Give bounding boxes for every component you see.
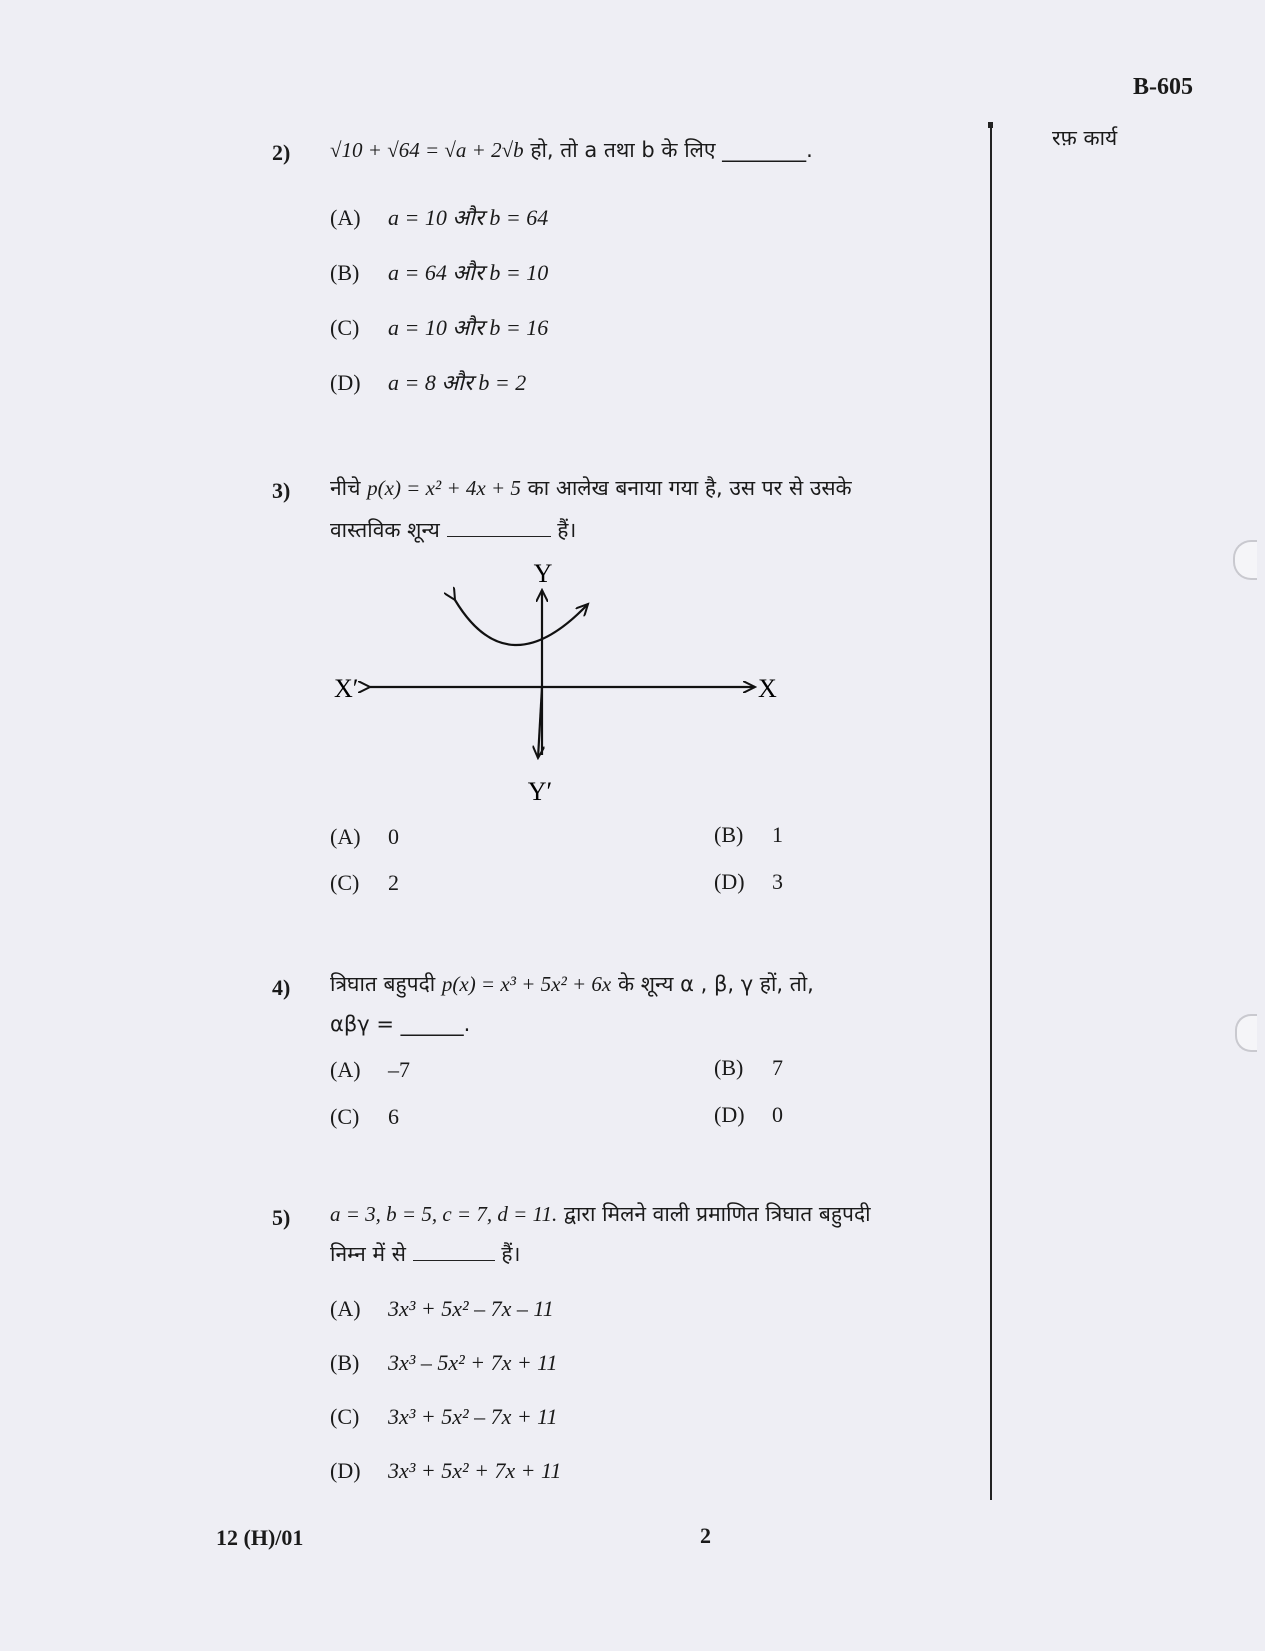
graph-label-y-prime: Y′: [527, 777, 553, 806]
rough-work-label: रफ़ कार्य: [1052, 126, 1118, 150]
q2-stem: [330, 138, 813, 163]
q2-text: हो, तो a तथा b के लिए ________.: [530, 138, 813, 162]
page-number: 2: [700, 1523, 711, 1548]
paper-code: B-605: [1133, 74, 1193, 100]
q3-graph: [320, 560, 800, 810]
q3-number: 3): [272, 478, 291, 503]
graph-label-x-prime: X′: [334, 674, 359, 703]
q2-expression: √10 + √64 = √a + 2√b: [330, 138, 524, 162]
q3-option-b[interactable]: (B) 1: [714, 822, 783, 847]
q2-number: 2): [272, 140, 291, 165]
q2-option-c[interactable]: (C) a = 10 और b = 16: [330, 315, 549, 340]
q3-option-d[interactable]: (D) 3: [714, 869, 783, 894]
parabola-curve: [455, 600, 588, 645]
q4-expression: p(x) = x³ + 5x² + 6x: [441, 972, 612, 996]
q5-number: 5): [272, 1205, 291, 1230]
q4-option-b[interactable]: (B) 7: [714, 1055, 783, 1080]
q4-number: 4): [272, 975, 291, 1000]
margin-divider: [990, 126, 992, 1500]
q3-option-c[interactable]: (C) 2: [330, 870, 399, 895]
q5-line1: a = 3, b = 5, c = 7, d = 11. द्वारा मिलने वाली प्रमाणित त्रिघात बहुपदी: [330, 1202, 871, 1226]
binder-hole: [1233, 540, 1257, 580]
q5-expression: a = 3, b = 5, c = 7, d = 11.: [330, 1202, 558, 1226]
footer-code: 12 (H)/01: [216, 1525, 304, 1550]
q3-expression: p(x) = x² + 4x + 5: [367, 476, 521, 500]
graph-label-x: X: [758, 674, 777, 703]
q5-option-c[interactable]: (C) 3x³ + 5x² – 7x + 11: [330, 1404, 558, 1429]
q3-option-a[interactable]: (A) 0: [330, 824, 399, 849]
q5-option-d[interactable]: (D) 3x³ + 5x² + 7x + 11: [330, 1458, 562, 1483]
q5-option-b[interactable]: (B) 3x³ – 5x² + 7x + 11: [330, 1350, 558, 1375]
q2-option-a[interactable]: (A) a = 10 और b = 64: [330, 205, 549, 230]
q3-line1: नीचे p(x) = x² + 4x + 5 का आलेख बनाया गया है, उस पर से उसके: [330, 476, 852, 500]
q5-line2: निम्न में से हैं।: [330, 1242, 521, 1266]
q2-option-b[interactable]: (B) a = 64 और b = 10: [330, 260, 549, 285]
binder-hole: [1235, 1014, 1257, 1052]
q3-line2: वास्तविक शून्य हैं।: [330, 518, 577, 542]
q4-option-a[interactable]: (A) –7: [330, 1057, 410, 1082]
q4-option-c[interactable]: (C) 6: [330, 1104, 399, 1129]
graph-label-y: Y: [533, 560, 553, 588]
q5-option-a[interactable]: (A) 3x³ + 5x² – 7x – 11: [330, 1296, 554, 1321]
q4-line2: αβγ = ______.: [330, 1012, 471, 1036]
q4-option-d[interactable]: (D) 0: [714, 1102, 783, 1127]
q4-line1: त्रिघात बहुपदी p(x) = x³ + 5x² + 6x के शून्य α , β, γ हों, तो,: [330, 972, 814, 996]
q2-option-d[interactable]: (D) a = 8 और b = 2: [330, 370, 527, 395]
